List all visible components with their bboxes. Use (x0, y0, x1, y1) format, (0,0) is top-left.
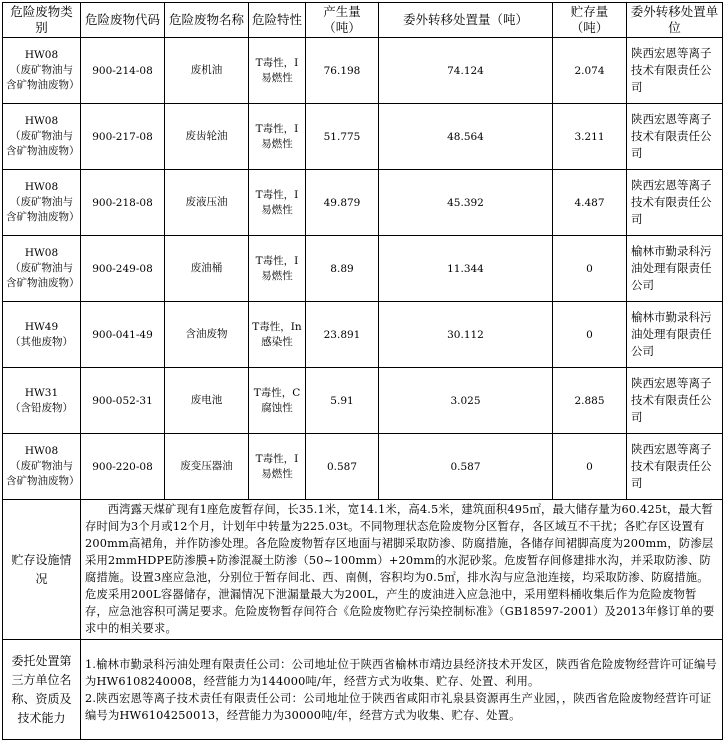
storage-text: 西湾露天煤矿现有1座危废暂存间，长35.1米，宽14.1米，高4.5米，建筑面积495㎡，最大储存量为60.425t，最大暂存时间为3个月或12个月，计划年中转量为225.03t。不同物理状态危险废物分区暂存，各区域互不干扰；各贮存区设置有200mm高裙角，并作防渗处理。各危险废物暂存区地面与裙脚采取防渗、防腐措施，各储存间裙脚高度为200mm，防渗层采用2mmHDPE防渗膜+防渗混凝土防渗（50~100mm）+20mm的水泥砂浆。危废暂存间修建排水沟，并采取防渗、防腐措施。设置3座应急池，分别位于暂存间北、西、南侧，容积均为0.5㎡，排水沟与应急池连接，均采取防渗、防腐措施。危废采用200L容器储存，泄漏情况下泄漏量最大为200L，产生的废油进入应急池中，采用塑料桶收集后作为危险废物暂存，应急池容积可满足要求。危险废物暂存间符合《危险废物贮存污染控制标准》（GB18597-2001）及2013年修订单的要求中的相关要求。 (85, 503, 715, 635)
cell-name: 废变压器油 (165, 434, 249, 500)
header-generated: 产生量（吨） (306, 3, 379, 38)
cell-hazard: T毒性，I易燃性 (249, 104, 306, 170)
cell-transferred: 48.564 (379, 104, 553, 170)
cell-category: HW31 （含铅废物） (3, 368, 81, 434)
cell-code: 900-218-08 (81, 170, 165, 236)
entrusted-label: 委托处置第三方单位名称、资质及技术能力 (3, 640, 81, 740)
hazardous-waste-table (2, 2, 723, 740)
cell-name: 废液压油 (165, 170, 249, 236)
cell-category: HW49 （其他废物） (3, 302, 81, 368)
cell-hazard: T毒性，I易燃性 (249, 236, 306, 302)
cell-category: HW08 （废矿物油与含矿物油废物） (3, 38, 81, 104)
cell-name: 废油桶 (165, 236, 249, 302)
cell-code: 900-249-08 (81, 236, 165, 302)
header-unit: 委外转移处置单位 (627, 3, 723, 38)
cell-generated: 49.879 (306, 170, 379, 236)
cell-unit: 陕西宏恩等离子技术有限责任公司 (627, 38, 723, 104)
table-row (3, 170, 723, 236)
cell-name: 废齿轮油 (165, 104, 249, 170)
cell-generated: 23.891 (306, 302, 379, 368)
cell-hazard: T毒性，In感染性 (249, 302, 306, 368)
cell-category: HW08 （废矿物油与含矿物油废物） (3, 104, 81, 170)
header-stored: 贮存量（吨） (553, 3, 627, 38)
cell-generated: 51.775 (306, 104, 379, 170)
cell-stored: 0 (553, 236, 627, 302)
header-name: 危险废物名称 (165, 3, 249, 38)
entrusted-item-2: 2.陕西宏恩等离子技术责任有限责任公司：公司地址位于陕西省咸阳市礼泉县资源再生产业园，，陕西省危险废物经营许可证编号为HW6104250013，经营能力为30000吨/年，经营方式为收集、贮存、处置。 (85, 691, 712, 722)
cell-category: HW08 （废矿物油与含矿物油废物） (3, 170, 81, 236)
cell-hazard: T毒性，I易燃性 (249, 170, 306, 236)
cell-stored: 0 (553, 434, 627, 500)
cell-code: 900-214-08 (81, 38, 165, 104)
cell-code: 900-217-08 (81, 104, 165, 170)
cell-stored: 4.487 (553, 170, 627, 236)
cell-unit: 榆林市勤录科污油处理有限责任公司 (627, 236, 723, 302)
cell-category: HW08 （废矿物油与含矿物油废物） (3, 236, 81, 302)
cell-hazard: T毒性，I易燃性 (249, 434, 306, 500)
cell-stored: 0 (553, 302, 627, 368)
table-row (3, 236, 723, 302)
cell-transferred: 0.587 (379, 434, 553, 500)
table-row (3, 368, 723, 434)
cell-transferred: 11.344 (379, 236, 553, 302)
cell-unit: 陕西宏恩等离子技术有限责任公司 (627, 434, 723, 500)
cell-transferred: 3.025 (379, 368, 553, 434)
cell-category: HW08 （废矿物油与含矿物油废物） (3, 434, 81, 500)
cell-code: 900-052-31 (81, 368, 165, 434)
cell-unit: 陕西宏恩等离子技术有限责任公司 (627, 170, 723, 236)
storage-label: 贮存设施情况 (3, 500, 81, 640)
table-row (3, 38, 723, 104)
storage-text-cell (81, 500, 723, 640)
cell-generated: 0.587 (306, 434, 379, 500)
table-row (3, 434, 723, 500)
cell-name: 废机油 (165, 38, 249, 104)
cell-stored: 3.211 (553, 104, 627, 170)
header-code: 危险废物代码 (81, 3, 165, 38)
cell-code: 900-220-08 (81, 434, 165, 500)
table-row (3, 302, 723, 368)
entrusted-row (3, 640, 723, 740)
cell-transferred: 30.112 (379, 302, 553, 368)
cell-stored: 2.074 (553, 38, 627, 104)
entrusted-item-1: 1.榆林市勤录科污油处理有限责任公司：公司地址位于陕西省榆林市靖边县经济技术开发区，陕西省危险废物经营许可证编号为HW6108240008，经营能力为144000吨/年，经营方式为收集、贮存、处置、利用。 (85, 657, 718, 688)
header-hazard: 危险特性 (249, 3, 306, 38)
header-row (3, 3, 723, 38)
cell-transferred: 74.124 (379, 38, 553, 104)
cell-unit: 陕西宏恩等离子技术有限责任公司 (627, 104, 723, 170)
table-row (3, 104, 723, 170)
cell-unit: 陕西宏恩等离子技术有限责任公司 (627, 368, 723, 434)
cell-unit: 榆林市勤录科污油处理有限责任公司 (627, 302, 723, 368)
header-transferred: 委外转移处置量（吨） (379, 3, 553, 38)
cell-code: 900-041-49 (81, 302, 165, 368)
cell-transferred: 45.392 (379, 170, 553, 236)
cell-hazard: T毒性，C腐蚀性 (249, 368, 306, 434)
cell-name: 含油废物 (165, 302, 249, 368)
cell-stored: 2.885 (553, 368, 627, 434)
cell-generated: 76.198 (306, 38, 379, 104)
entrusted-text-cell (81, 640, 723, 740)
cell-generated: 8.89 (306, 236, 379, 302)
cell-hazard: T毒性，I易燃性 (249, 38, 306, 104)
header-category: 危险废物类别 (3, 3, 81, 38)
cell-name: 废电池 (165, 368, 249, 434)
storage-row (3, 500, 723, 640)
cell-generated: 5.91 (306, 368, 379, 434)
